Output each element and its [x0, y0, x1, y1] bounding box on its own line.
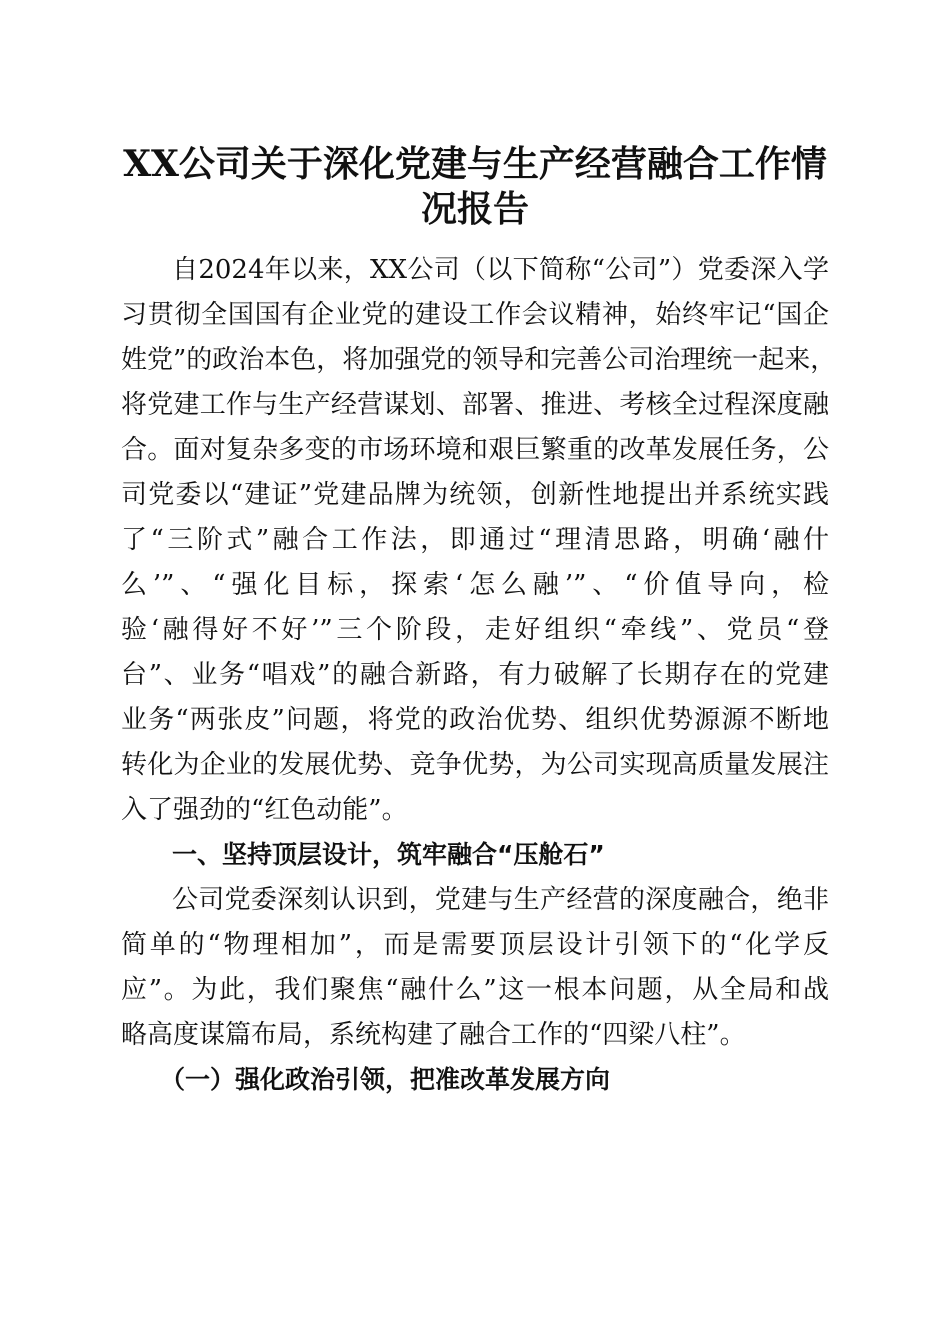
paragraph-line: 简单的“物理相加”，而是需要顶层设计引领下的“化学反	[121, 930, 829, 960]
paragraph-line: 略高度谋篇布局，系统构建了融合工作的“四梁八柱”。	[121, 1020, 746, 1050]
paragraph-line: 将党建工作与生产经营谋划、部署、推进、考核全过程深度融	[121, 390, 829, 420]
paragraph-line: 习贯彻全国国有企业党的建设工作会议精神，始终牢记“国企	[121, 300, 829, 330]
paragraph-line: 转化为企业的发展优势、竞争优势，为公司实现高质量发展注	[121, 750, 829, 780]
paragraph-line: 合。面对复杂多变的市场环境和艰巨繁重的改革发展任务，公	[121, 435, 829, 465]
paragraph-line: 业务“两张皮”问题，将党的政治优势、组织优势源源不断地	[121, 705, 829, 735]
paragraph-line: 姓党”的政治本色，将加强党的领导和完善公司治理统一起来，	[121, 345, 837, 375]
paragraph-line: 台”、业务“唱戏”的融合新路，有力破解了长期存在的党建	[121, 660, 829, 690]
section-heading: 一、坚持顶层设计，筑牢融合“压舱石”	[172, 840, 605, 869]
paragraph-line: 司党委以“建证”党建品牌为统领，创新性地提出并系统实践	[121, 480, 829, 510]
paragraph-line: 应”。为此，我们聚焦“融什么”这一根本问题，从全局和战	[121, 975, 829, 1005]
paragraph-line: 么’”、“强化目标，探索‘怎么融’”、“价值导向，检	[121, 570, 829, 600]
paragraph-line: 入了强劲的“红色动能”。	[121, 795, 408, 825]
paragraph-line: 公司党委深刻认识到，党建与生产经营的深度融合，绝非	[172, 885, 829, 915]
paragraph-line: 自2024年以来，XX公司（以下简称“公司”）党委深入学	[172, 255, 829, 285]
paragraph-line: 了“三阶式”融合工作法，即通过“理清思路，明确‘融什	[121, 525, 829, 555]
document-title-line-2: 况报告	[420, 188, 529, 230]
document-title-line-1: XX公司关于深化党建与生产经营融合工作情	[123, 143, 827, 185]
paragraph-line: 验‘融得好不好’”三个阶段，走好组织“牵线”、党员“登	[121, 615, 829, 645]
subsection-heading: （一）强化政治引领，把准改革发展方向	[160, 1065, 611, 1094]
